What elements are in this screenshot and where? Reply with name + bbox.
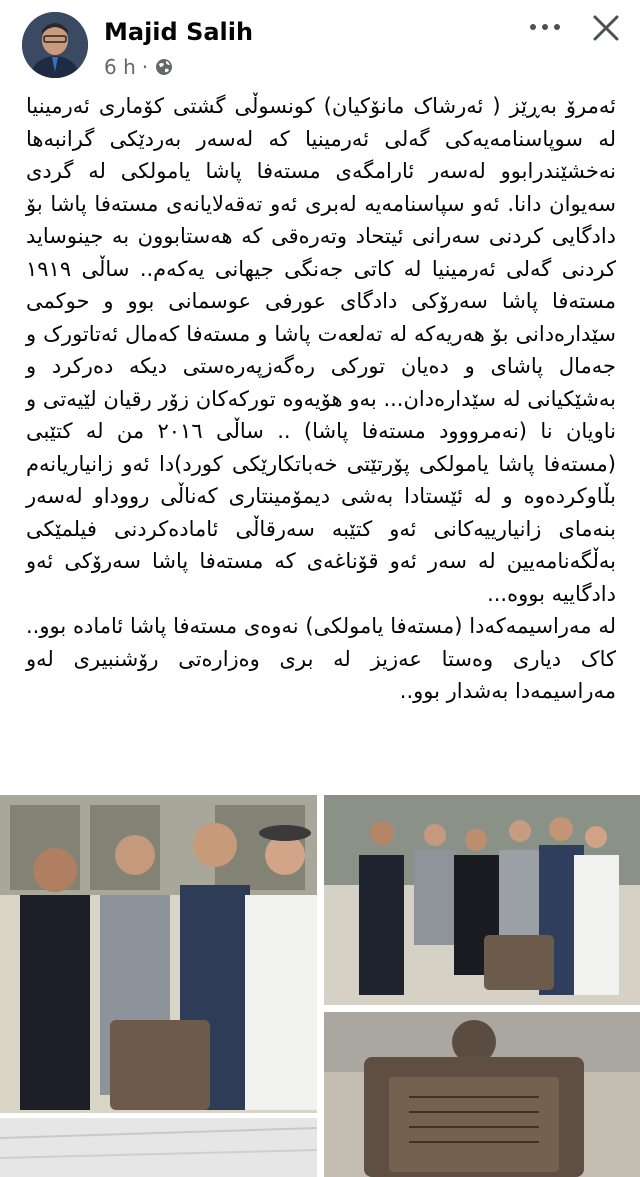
post-photo-gravestone[interactable] <box>324 1012 640 1177</box>
author-name[interactable]: Majid Salih <box>104 18 254 46</box>
post-body <box>26 90 616 708</box>
globe-icon <box>154 57 174 77</box>
close-button[interactable] <box>588 10 624 46</box>
more-horizontal-icon <box>530 24 536 30</box>
post-photo-group-by-grave[interactable] <box>0 795 317 1113</box>
meta-separator: · <box>141 55 149 79</box>
post-meta <box>104 55 174 79</box>
post-time[interactable]: 6 h <box>104 55 136 79</box>
author-avatar[interactable] <box>22 12 88 78</box>
more-options-button[interactable] <box>525 12 565 42</box>
close-icon <box>588 10 624 46</box>
post-paragraph-2: لە مەراسیمەکەدا (مستەفا یامولکی) نەوەی مستەفا پاشا ئامادە بوو.. کاک دیاری وەستا عەزیز لە بری وەزارەتی رۆشنبیری لەو مەراسیمەدا بەشدار بوو.. <box>26 614 616 703</box>
post-photo-ceiling[interactable] <box>0 1118 317 1177</box>
post-photo-group-wide[interactable] <box>324 795 640 1005</box>
post-paragraph-1: ئەمرۆ بەڕێز ( ئەرشاک مانۆکیان) کونسوڵی گشتی کۆماری ئەرمینیا لە سوپاسنامەیەکی گەلی ئەرمینیا کە لەسەر بەردێکی گرانبەها نەخشێندرابوو لەسەر ئارامگەی مستەفا پاشا یامولکی لە گردی سەیوان دانا. ئەو سپاسنامەیە لەبری ئەو تەقەلایانەی مستەفا پاشا بۆ دادگایی کردنی سەرانی ئیتحاد وتەرەقی کە هەستابوون بە جینوساید کردنی گەلی ئەرمینیا لە کاتی جەنگی جیهانی یەکەم.. ساڵی ١٩١٩ مستەفا پاشا سەرۆکی دادگای عورفی عوسمانی بوو و حوکمی سێدارەدانی بۆ هەریەکە لە تەلعەت پاشا و مستەفا کەمال ئەتاتورک و جەمال پاشای و دەیان تورکی رەگەزپەرەستی دیکە دەرکرد و بەشێکیانی لە سێدارەدان... بەو هۆیەوە تورکەکان زۆر رقیان لێیەتی و ناویان نا (نەمرووود مستەفا پاشا) .. ساڵی ٢٠١٦ من لە کتێبی (مستەفا پاشا یامولکی پۆرتێتی خەباتکارێکی کورد)دا ئەو زانیاریانەم بڵاوکردەوە و لە ئێستادا بەشی دیمۆمینتاری کەناڵی رووداو لەسەر بنەمای زانیارییەکانی ئەو کتێبە سەرقاڵی ئامادەکردنی فیلمێکی بەڵگەنامەیین لە سەر ئەو قۆناغەی کە مستەفا پاشا سەرۆکی ئەو دادگاییە بووە... <box>26 94 616 606</box>
post-header <box>0 0 640 80</box>
avatar-image <box>22 12 88 78</box>
